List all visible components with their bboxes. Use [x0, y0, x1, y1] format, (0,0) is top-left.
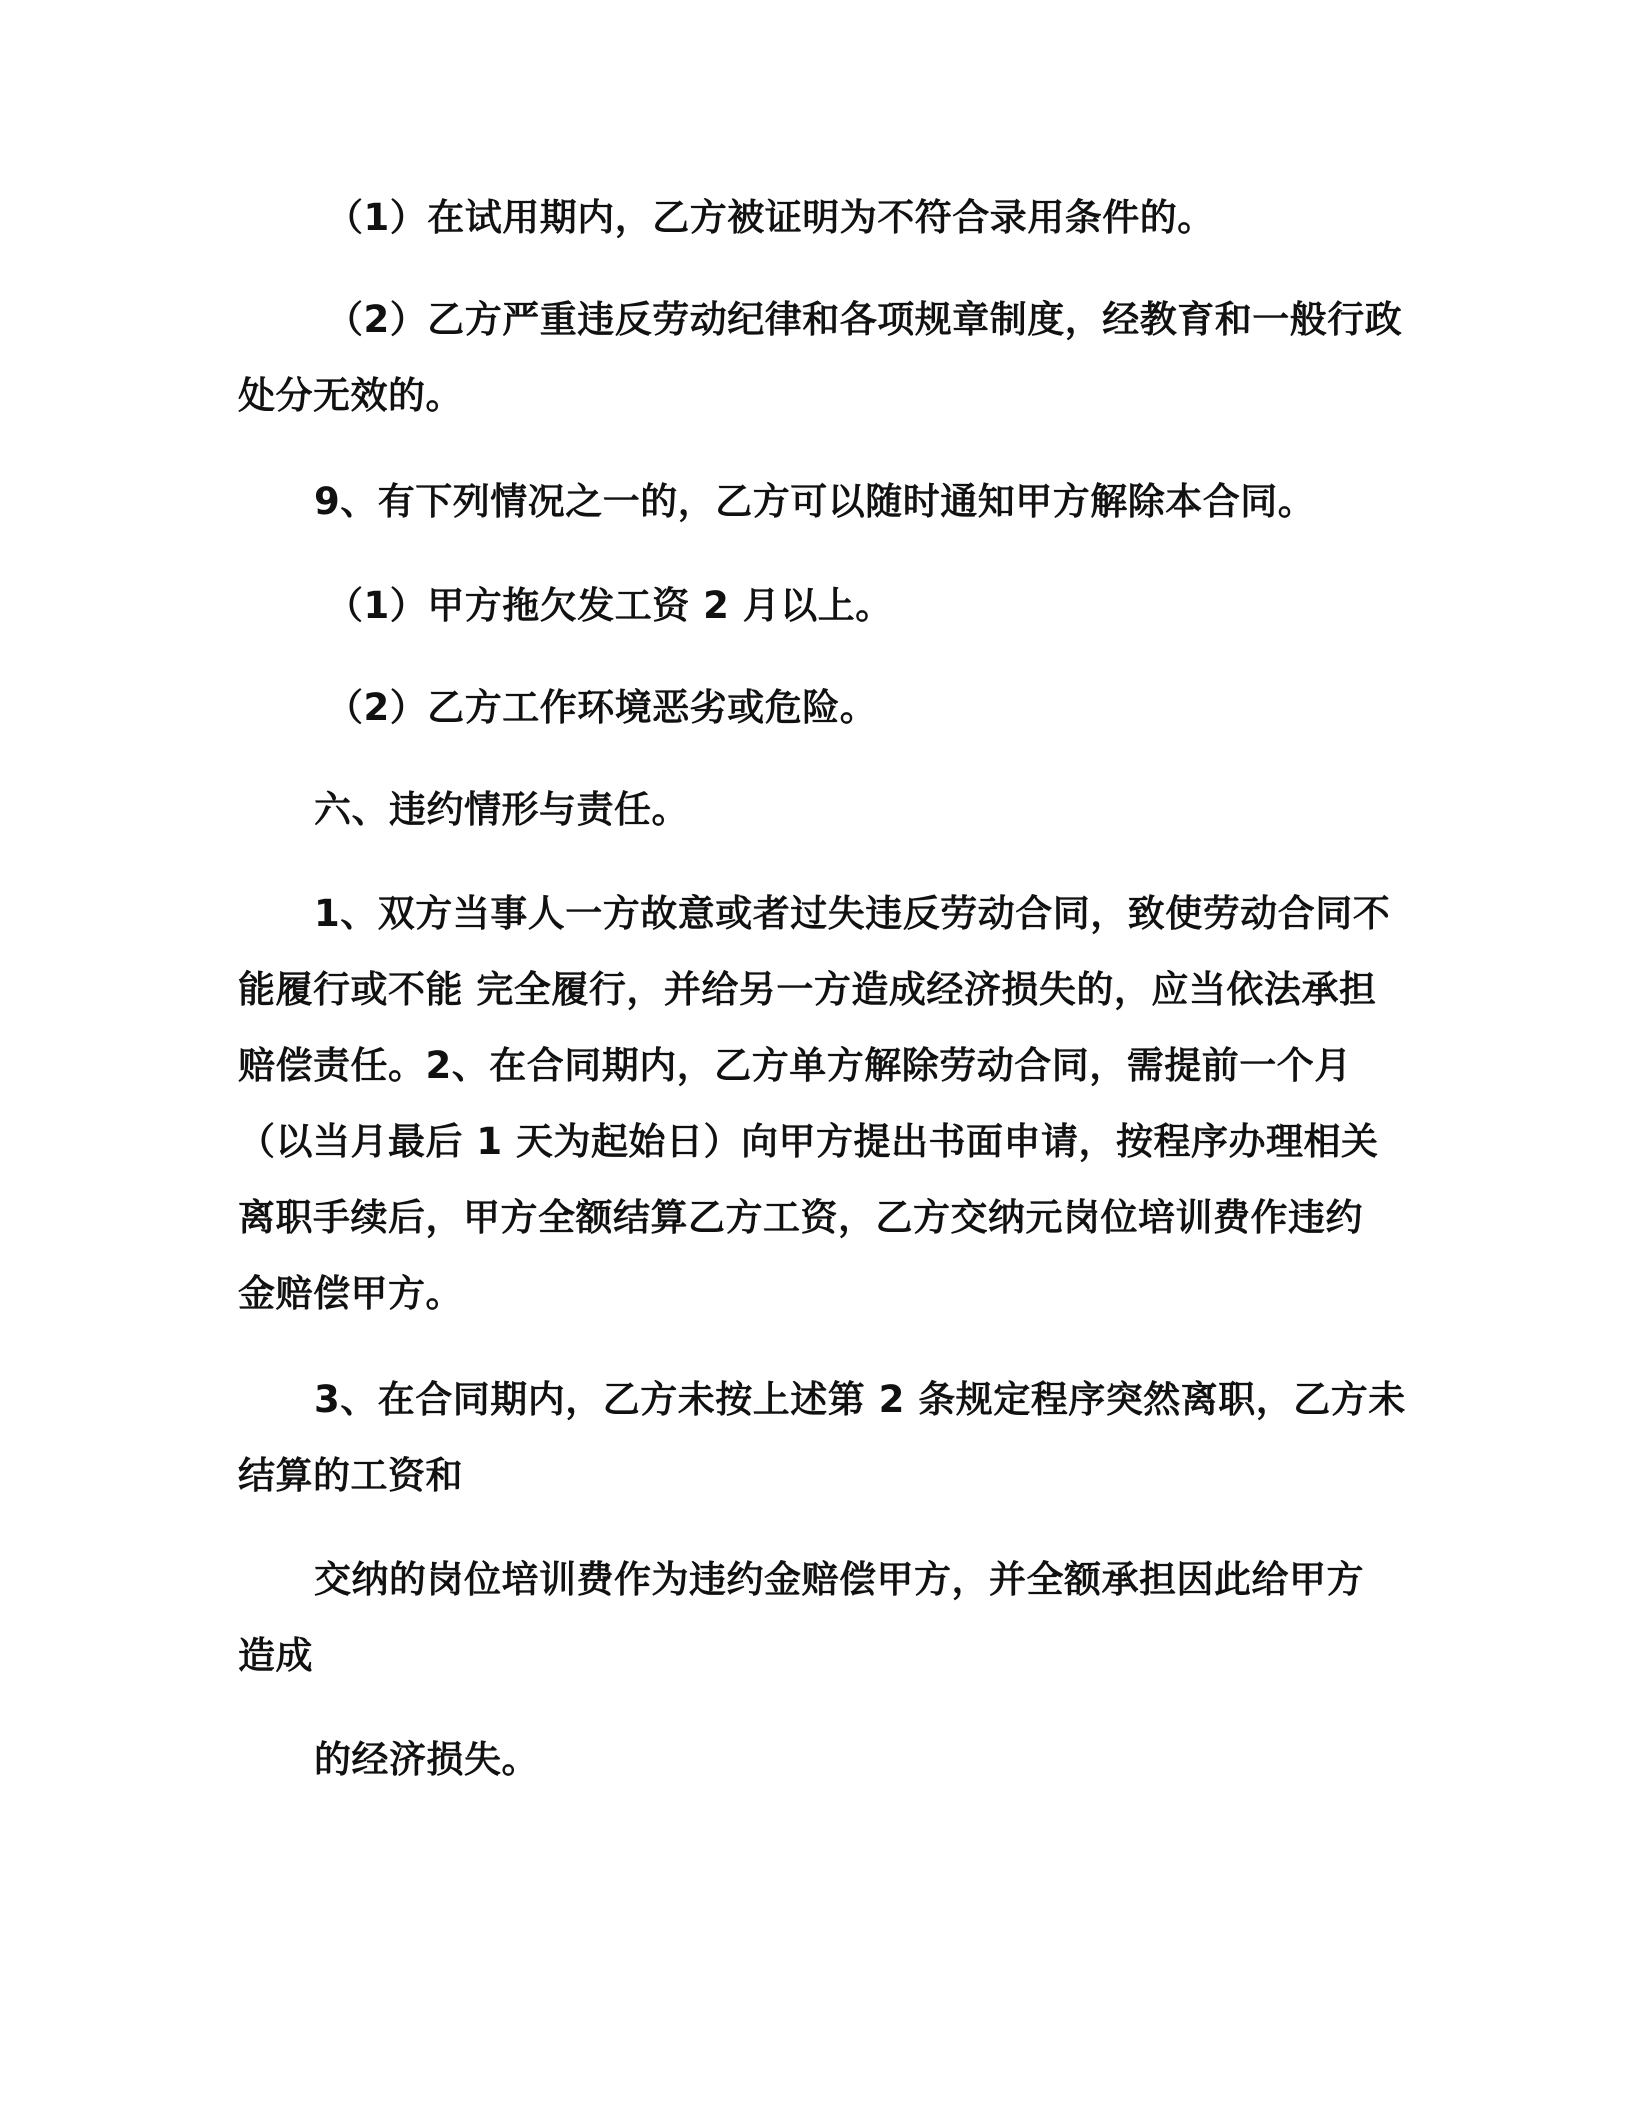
clause-8-item-2-line-2: 处分无效的。 [238, 374, 463, 417]
section-6-para-4-line-1: 交纳的岗位培训费作为违约金赔偿甲方，并全额承担因此给甲方 [314, 1558, 1364, 1601]
clause-8-item-2-line-1: （2）乙方严重违反劳动纪律和各项规章制度，经教育和一般行政 [326, 298, 1403, 341]
section-6-para-1-line-5: 离职手续后，甲方全额结算乙方工资，乙方交纳元岗位培训费作违约 [238, 1196, 1363, 1239]
section-6-para-4-line-2: 造成 [238, 1634, 313, 1677]
clause-9-item-1: （1）甲方拖欠发工资 2 月以上。 [326, 584, 893, 627]
section-6-para-5-line-1: 的经济损失。 [314, 1738, 539, 1781]
clause-9-heading: 9、有下列情况之一的，乙方可以随时通知甲方解除本合同。 [314, 480, 1316, 523]
section-6-para-3-line-2: 结算的工资和 [238, 1454, 463, 1497]
clause-9-item-2: （2）乙方工作环境恶劣或危险。 [326, 686, 878, 729]
section-6-heading: 六、违约情形与责任。 [314, 788, 689, 831]
section-6-para-1-line-6: 金赔偿甲方。 [238, 1272, 463, 1315]
section-6-para-1-line-2: 能履行或不能 完全履行，并给另一方造成经济损失的，应当依法承担 [238, 968, 1377, 1011]
clause-8-item-1: （1）在试用期内，乙方被证明为不符合录用条件的。 [326, 196, 1215, 239]
section-6-para-1-line-4: （以当月最后 1 天为起始日）向甲方提出书面申请，按程序办理相关 [238, 1120, 1379, 1163]
section-6-para-3-line-1: 3、在合同期内，乙方未按上述第 2 条规定程序突然离职，乙方未 [314, 1378, 1406, 1421]
section-6-para-1-line-1: 1、双方当事人一方故意或者过失违反劳动合同，致使劳动合同不 [314, 892, 1391, 935]
section-6-para-1-line-3: 赔偿责任。2、在合同期内，乙方单方解除劳动合同，需提前一个月 [238, 1044, 1352, 1087]
